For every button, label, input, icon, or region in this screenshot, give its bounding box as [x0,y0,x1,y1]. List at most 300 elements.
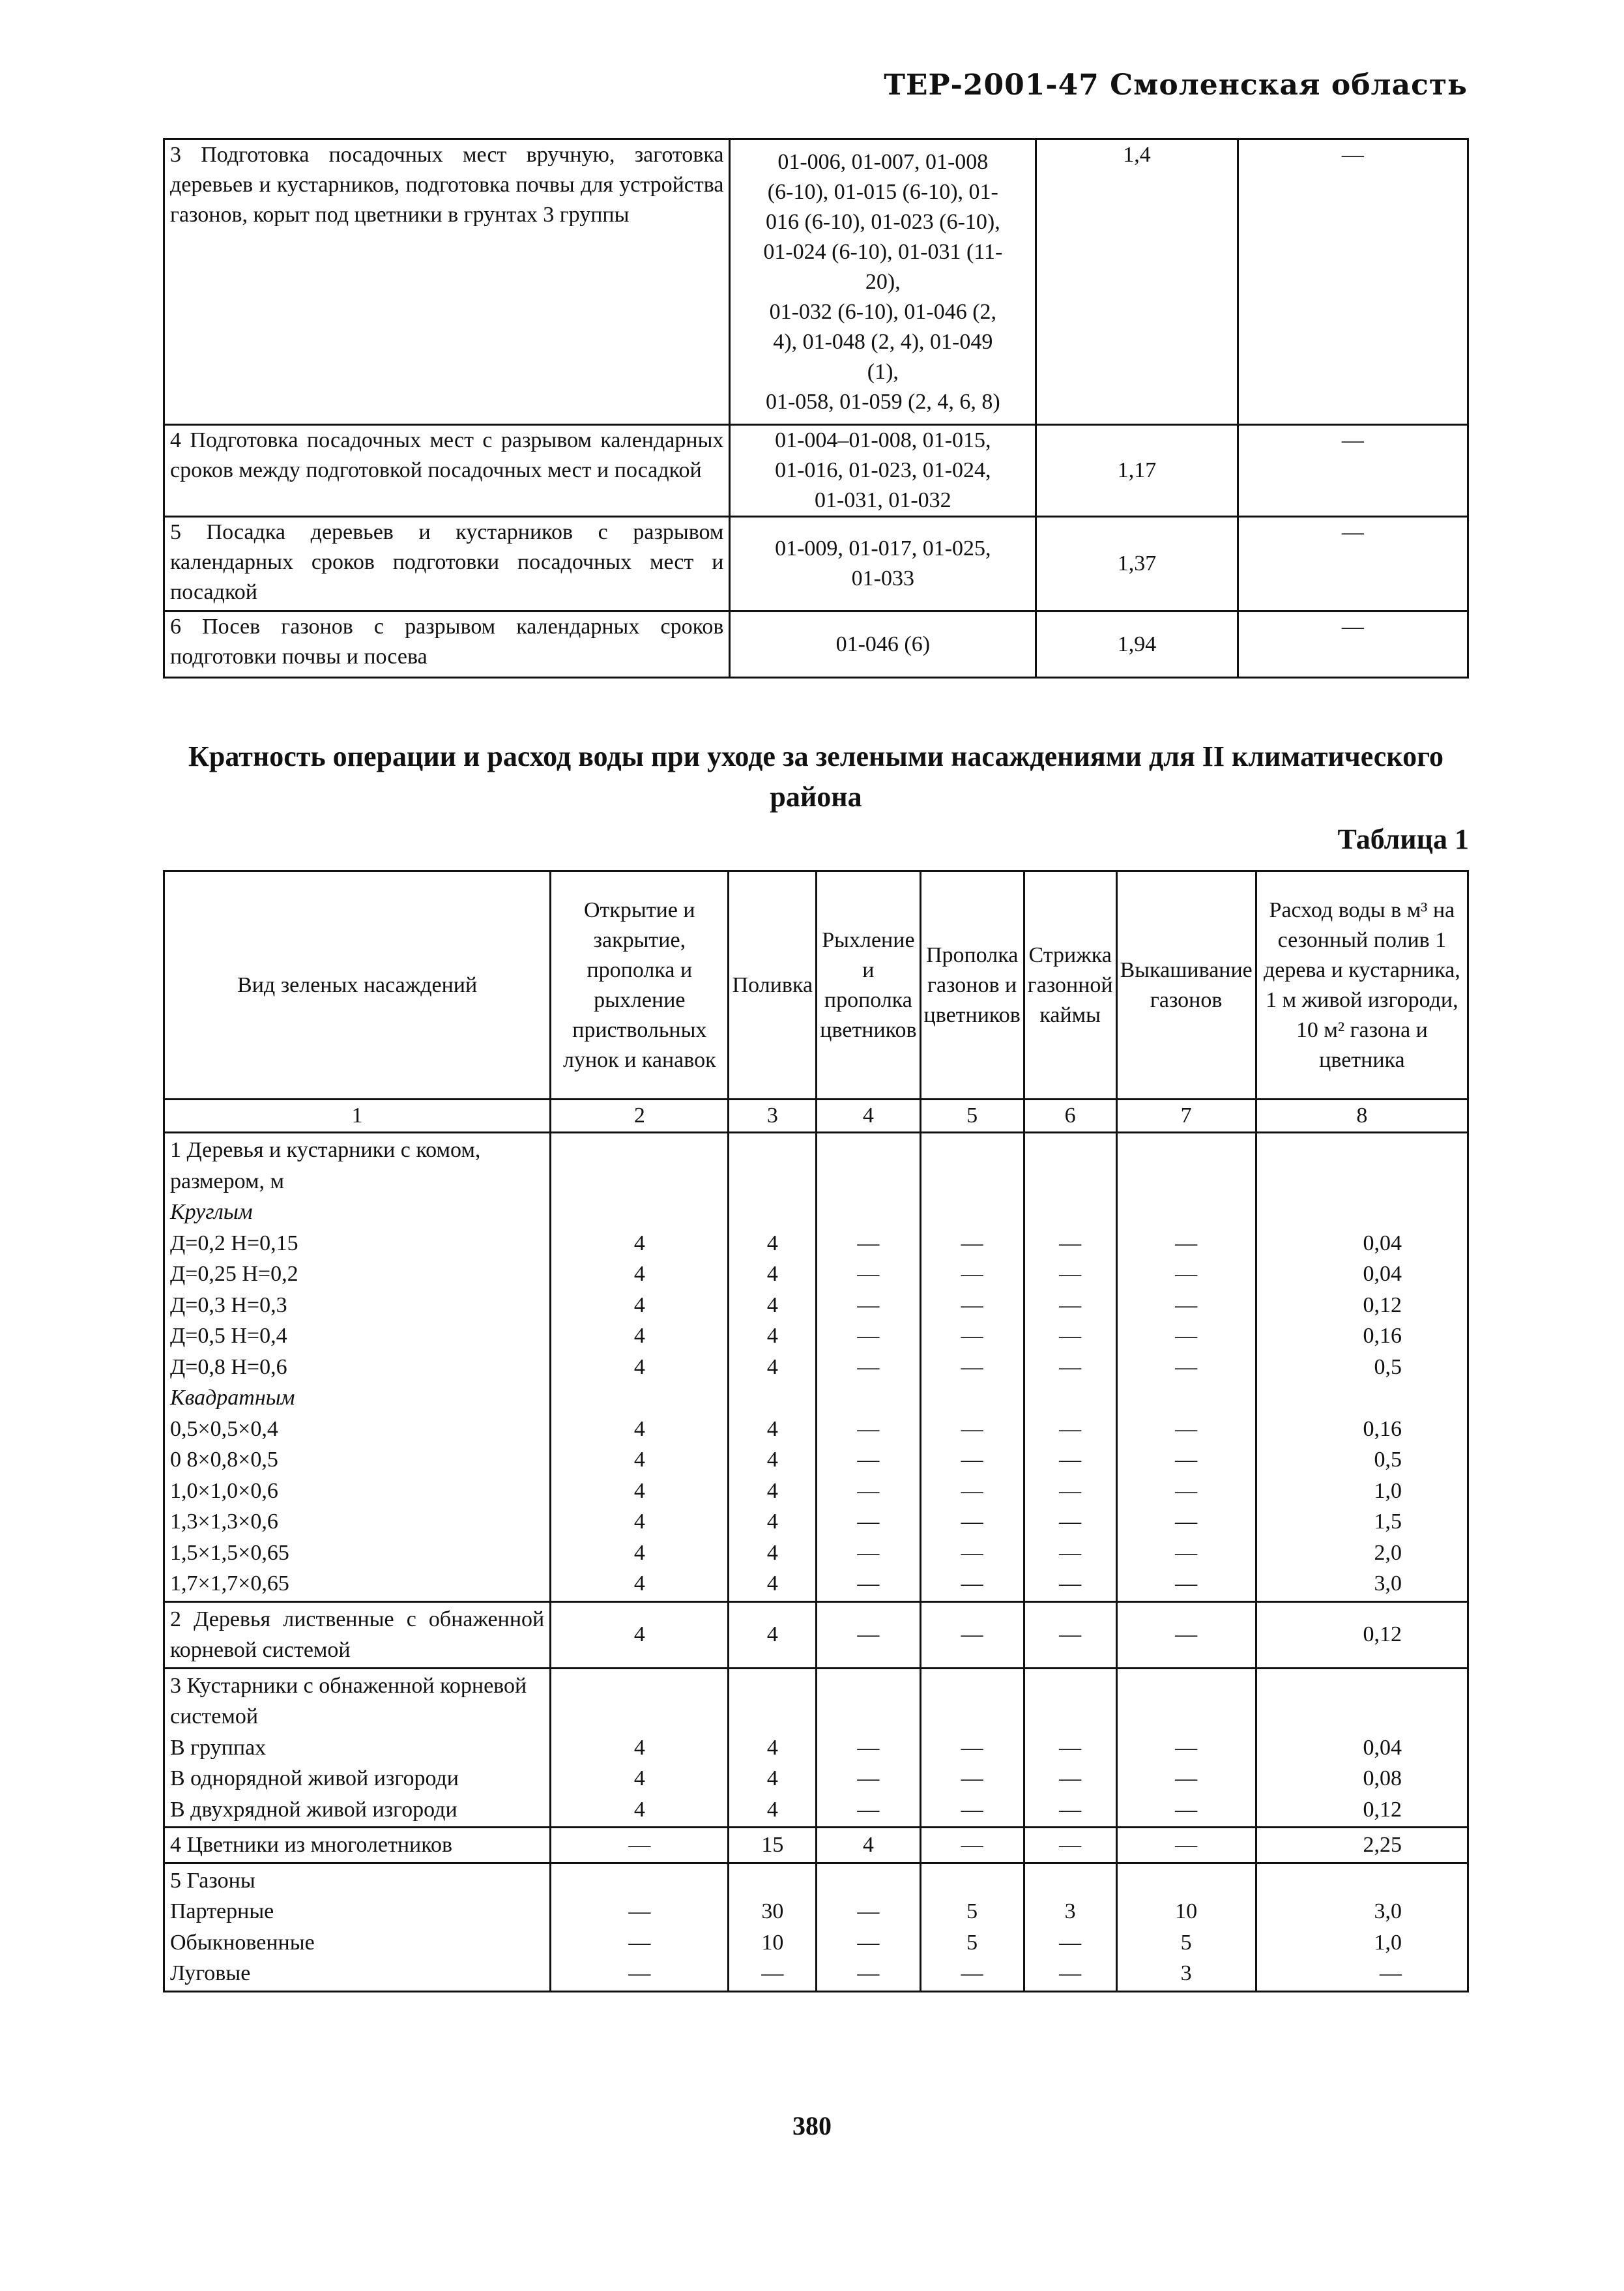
code-line: (1), [867,359,899,384]
value: 4 [633,1292,645,1317]
value: — [857,1961,880,1985]
row-label: В группах [170,1735,267,1760]
code-line: 016 (6-10), 01-023 (6-10), [765,209,1000,234]
value [822,1197,914,1228]
value [1123,1382,1250,1414]
value: 15 [761,1833,784,1857]
value: 4 [862,1833,874,1857]
coef-value: 1,4 [1036,139,1238,425]
value: — [961,1416,983,1441]
row-label: 0,5×0,5×0,4 [170,1416,278,1441]
value-cell [920,1601,1024,1668]
value: — [857,1448,880,1472]
value: — [1175,1354,1198,1379]
value: 1,0 [1374,1478,1402,1503]
value: — [1059,1231,1082,1255]
value-cell [1116,1601,1256,1668]
value-cell [729,1133,817,1602]
coef-extra: — [1238,611,1468,678]
value: — [961,1540,983,1565]
coef-desc: 5 Посадка деревьев и кустарников с разрывом календарных сроков подготовки посадочных мест и посадкой [164,517,730,611]
value: 4 [766,1540,778,1565]
group-row [164,1668,1468,1828]
value [1030,1197,1110,1228]
spacer [822,1671,914,1702]
col-number: 3 [729,1100,817,1133]
value: — [1059,1292,1082,1317]
group-row [164,1828,1468,1863]
value: — [1059,1797,1082,1822]
col-number: 4 [817,1100,920,1133]
value: — [1175,1766,1198,1790]
value: 3 [1064,1899,1076,1923]
spacer [1030,1135,1110,1166]
value-cell [1256,1601,1468,1668]
value-cell [551,1828,729,1863]
group-row [164,1133,1468,1602]
spacer [1262,1671,1402,1702]
spacer [557,1135,722,1166]
value: 2,0 [1374,1540,1402,1565]
value: 0,16 [1363,1324,1402,1348]
coef-row [164,517,1468,611]
coef-value: 1,37 [1036,517,1238,611]
col-header: Поливка [729,871,817,1100]
row-label: Д=0,2 Н=0,15 [170,1231,298,1255]
spacer [734,1701,810,1732]
value-cell [1256,1828,1468,1863]
coef-value: 1,17 [1036,425,1238,517]
group-row [164,1863,1468,1991]
value: 4 [633,1510,645,1534]
value: — [1380,1961,1402,1985]
value: — [1059,1571,1082,1596]
spacer [1123,1701,1250,1732]
group-label-cell [164,1668,551,1828]
spacer [822,1865,914,1897]
page-header: ТЕР-2001-47 Смоленская область [884,68,1468,102]
row-label: 0 8×0,8×0,5 [170,1448,278,1472]
value: — [857,1766,880,1790]
coef-value: 1,94 [1036,611,1238,678]
coef-codes [730,517,1036,611]
row-label: Луговые [170,1961,251,1985]
code-line: 01-032 (6-10), 01-046 (2, [769,299,997,324]
value: — [961,1766,983,1790]
value-cell [551,1601,729,1668]
spacer [557,1865,722,1897]
value: 4 [633,1797,645,1822]
spacer [1262,1166,1402,1197]
group-row [164,1601,1468,1668]
spacer [927,1166,1018,1197]
coef-row [164,139,1468,425]
value: 3,0 [1374,1571,1402,1596]
spacer [557,1701,722,1732]
value [927,1382,1018,1414]
value: — [961,1448,983,1472]
value: — [961,1797,983,1822]
spacer [1123,1865,1250,1897]
col-header: Расход воды в м³ на сезонный полив 1 дерева и кустарника, 1 м живой изгороди, 10 м² газона и цветника [1256,871,1468,1100]
col-header: Рыхление и прополка цветников [817,871,920,1100]
value [734,1382,810,1414]
row-label: 1,7×1,7×0,65 [170,1571,289,1596]
row-label: Обыкновенные [170,1930,315,1955]
value-cell [1024,1668,1116,1828]
spacer [734,1166,810,1197]
value: — [1175,1262,1198,1286]
value: 4 [633,1766,645,1790]
value-cell [1256,1668,1468,1828]
value: 5 [1180,1930,1192,1955]
value: 4 [633,1416,645,1441]
row-label: Круглым [170,1200,253,1224]
value: — [961,1324,983,1348]
value: — [628,1899,651,1923]
value: — [1059,1833,1082,1857]
value: — [857,1324,880,1348]
value: — [961,1622,983,1647]
col-number: 6 [1024,1100,1116,1133]
coefficients-table [163,138,1469,679]
code-line: 01-016, 01-023, 01-024, [775,458,991,482]
value: 0,16 [1363,1416,1402,1441]
value: 0,12 [1363,1797,1402,1822]
value-cell [1116,1863,1256,1991]
value: 4 [766,1262,778,1286]
value: 0,5 [1374,1448,1402,1472]
value-cell [551,1668,729,1828]
value: 4 [766,1416,778,1441]
value: 0,08 [1363,1766,1402,1790]
spacer [1030,1166,1110,1197]
spacer [927,1671,1018,1702]
coef-row [164,425,1468,517]
group-title: 2 Деревья лиственные с обнаженной корневой системой [170,1607,545,1662]
value [1262,1382,1402,1414]
value [1262,1197,1402,1228]
value: — [1175,1622,1198,1647]
value: 30 [761,1899,784,1923]
value: — [857,1735,880,1760]
code-line: (6-10), 01-015 (6-10), 01- [767,179,998,204]
spacer [1262,1701,1402,1732]
value: — [857,1231,880,1255]
row-label: В двухрядной живой изгороди [170,1797,457,1822]
value: — [1059,1416,1082,1441]
value: — [857,1540,880,1565]
value: 4 [766,1292,778,1317]
value: — [961,1354,983,1379]
value-cell [1256,1863,1468,1991]
spacer [734,1135,810,1166]
group-title: 1 Деревья и кустарники с комом, размером, м [170,1138,481,1193]
value: 4 [766,1766,778,1790]
coef-desc: 4 Подготовка посадочных мест с разрывом календарных сроков между подготовкой посадочных мест и посадкой [164,425,730,517]
row-label: 1,0×1,0×0,6 [170,1478,278,1503]
coef-desc: 3 Подготовка посадочных мест вручную, заготовка деревьев и кустарников, подготовка почвы для устройства газонов, корыт под цветники в грунтах 3 группы [164,139,730,425]
value: — [628,1833,651,1857]
value-cell [1116,1668,1256,1828]
value: — [1059,1354,1082,1379]
value: 1,0 [1374,1930,1402,1955]
row-label: Партерные [170,1899,274,1923]
value: 4 [633,1324,645,1348]
spacer [557,1166,722,1197]
value: — [628,1930,651,1955]
value: 4 [766,1324,778,1348]
value: — [1059,1961,1082,1985]
row-label: 1,5×1,5×0,65 [170,1540,289,1565]
spacer [734,1865,810,1897]
spacer [822,1701,914,1732]
spacer [1030,1865,1110,1897]
coef-codes [730,425,1036,517]
value: — [857,1262,880,1286]
value: — [857,1622,880,1647]
spacer [734,1671,810,1702]
code-line: 01-058, 01-059 (2, 4, 6, 8) [765,389,1000,414]
col-number: 2 [551,1100,729,1133]
spacer [557,1671,722,1702]
value: — [1059,1448,1082,1472]
spacer [1030,1701,1110,1732]
code-line: 01-009, 01-017, 01-025, [775,536,991,561]
header-row [164,871,1468,1100]
code-line: 01-046 (6) [835,632,931,656]
spacer [1262,1135,1402,1166]
coef-extra: — [1238,425,1468,517]
value: 4 [633,1478,645,1503]
value: — [857,1797,880,1822]
value-cell [817,1863,920,1991]
col-number: 7 [1116,1100,1256,1133]
coef-extra: — [1238,517,1468,611]
value [557,1382,722,1414]
group-label-cell [164,1601,551,1668]
value: — [1175,1416,1198,1441]
col-number: 8 [1256,1100,1468,1133]
value: 2,25 [1363,1833,1402,1857]
spacer [927,1865,1018,1897]
value: — [1175,1797,1198,1822]
value-cell [729,1863,817,1991]
value-cell [1024,1828,1116,1863]
value [734,1197,810,1228]
value [822,1382,914,1414]
row-label: Квадратным [170,1386,295,1410]
value: 0,04 [1363,1231,1402,1255]
value: — [961,1231,983,1255]
coef-extra: — [1238,139,1468,425]
row-label: Д=0,8 Н=0,6 [170,1354,287,1379]
value-cell [817,1668,920,1828]
value: 0,5 [1374,1354,1402,1379]
spacer [822,1166,914,1197]
value-cell [817,1133,920,1602]
coef-codes [730,611,1036,678]
value: 4 [766,1797,778,1822]
spacer [927,1135,1018,1166]
value: 0,04 [1363,1262,1402,1286]
col-header: Прополка газонов и цветников [920,871,1024,1100]
value-cell [817,1828,920,1863]
value: — [1175,1510,1198,1534]
col-header: Выкашивание газонов [1116,871,1256,1100]
value: 3 [1180,1961,1192,1985]
row-label: Д=0,25 Н=0,2 [170,1262,298,1286]
value: — [1175,1448,1198,1472]
row-label: Д=0,5 Н=0,4 [170,1324,287,1348]
value-cell [551,1133,729,1602]
value: 4 [633,1540,645,1565]
col-header: Вид зеленых насаждений [164,871,551,1100]
value: — [857,1571,880,1596]
code-line: 01-004–01-008, 01-015, [775,428,991,452]
value: — [1059,1766,1082,1790]
spacer [1262,1865,1402,1897]
care-table [163,870,1469,1992]
row-label: В однорядной живой изгороди [170,1766,459,1790]
value: — [857,1478,880,1503]
value-cell [1024,1863,1116,1991]
value: — [1059,1622,1082,1647]
value [1123,1197,1250,1228]
value: 4 [766,1571,778,1596]
group-title: 3 Кустарники с обнаженной корневой системой [170,1673,527,1729]
value-cell [1256,1133,1468,1602]
value: 4 [766,1354,778,1379]
group-title: 5 Газоны [170,1868,255,1893]
value [1030,1382,1110,1414]
value: — [961,1735,983,1760]
value: — [1059,1324,1082,1348]
value: — [1175,1540,1198,1565]
value: — [1175,1478,1198,1503]
value: 10 [761,1930,784,1955]
value: 3,0 [1374,1899,1402,1923]
value-cell [551,1863,729,1991]
value-cell [1024,1601,1116,1668]
spacer [1123,1135,1250,1166]
value: — [857,1416,880,1441]
value: — [1175,1324,1198,1348]
value: — [761,1961,784,1985]
group-label-cell [164,1828,551,1863]
spacer [927,1701,1018,1732]
value: — [1059,1510,1082,1534]
spacer [1123,1166,1250,1197]
group-label-cell [164,1133,551,1602]
group-label-cell [164,1863,551,1991]
value: — [961,1571,983,1596]
value: — [1059,1540,1082,1565]
value: — [1059,1735,1082,1760]
coef-row [164,611,1468,678]
spacer [1123,1671,1250,1702]
value: — [1175,1292,1198,1317]
value-cell [920,1133,1024,1602]
value-cell [1116,1133,1256,1602]
column-number-row [164,1100,1468,1133]
code-line: 01-024 (6-10), 01-031 (11- [763,239,1003,264]
value-cell [1024,1133,1116,1602]
value: 0,12 [1363,1292,1402,1317]
value [557,1197,722,1228]
code-line: 01-031, 01-032 [815,488,951,512]
group-title: 4 Цветники из многолетников [170,1833,453,1857]
value: — [857,1354,880,1379]
code-line: 20), [865,269,901,294]
value: 4 [633,1354,645,1379]
value: 4 [766,1622,778,1647]
value: — [857,1292,880,1317]
value: 1,5 [1374,1510,1402,1534]
value: — [1175,1735,1198,1760]
value-cell [920,1828,1024,1863]
value: 4 [633,1262,645,1286]
value-cell [817,1601,920,1668]
row-label: Д=0,3 Н=0,3 [170,1292,287,1317]
code-line: 01-006, 01-007, 01-008 [777,149,989,174]
value-cell [729,1828,817,1863]
value: 5 [966,1930,978,1955]
code-line: 4), 01-048 (2, 4), 01-049 [773,329,993,354]
col-number: 1 [164,1100,551,1133]
value: — [1059,1262,1082,1286]
value: — [857,1510,880,1534]
value [927,1197,1018,1228]
value: 4 [766,1478,778,1503]
value: — [1175,1231,1198,1255]
table-label: Таблица 1 [1337,823,1469,855]
value: — [1059,1478,1082,1503]
value: 4 [633,1622,645,1647]
value: — [1175,1571,1198,1596]
value: — [961,1292,983,1317]
value: 4 [766,1448,778,1472]
value-cell [1116,1828,1256,1863]
coef-codes [730,139,1036,425]
value: — [961,1961,983,1985]
value: 4 [766,1735,778,1760]
col-number: 5 [920,1100,1024,1133]
spacer [822,1135,914,1166]
value: 0,04 [1363,1735,1402,1760]
spacer [1030,1671,1110,1702]
value: 10 [1175,1899,1198,1923]
value: — [961,1833,983,1857]
value: — [961,1478,983,1503]
value: 4 [633,1448,645,1472]
value: 4 [766,1231,778,1255]
value: — [857,1930,880,1955]
value: 4 [766,1510,778,1534]
row-label: 1,3×1,3×0,6 [170,1510,278,1534]
value: 4 [633,1735,645,1760]
value: 4 [633,1231,645,1255]
value: — [1059,1930,1082,1955]
value-cell [920,1668,1024,1828]
code-line: 01-033 [851,566,914,591]
value-cell [729,1601,817,1668]
value: — [628,1961,651,1985]
value: — [961,1510,983,1534]
value: — [857,1899,880,1923]
value: 5 [966,1899,978,1923]
section-title: Кратность операции и расход воды при уходе за зелеными насаждениями для II климатического района [188,740,1443,813]
